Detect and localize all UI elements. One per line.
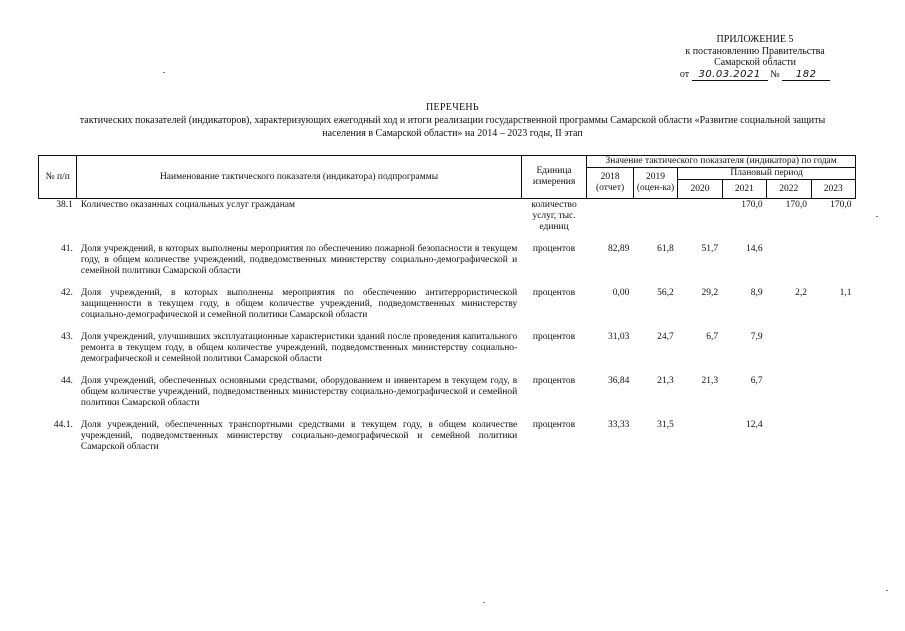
row-number: 44.1.: [53, 420, 73, 430]
row-value-2023: [811, 375, 856, 409]
date-prefix: от: [679, 68, 690, 80]
row-value-2021: 14,6: [745, 244, 763, 254]
row-value-2021: 12,4: [745, 420, 763, 430]
row-value-2018: 31,03: [607, 332, 630, 342]
row-indicator-name: Доля учреждений, улучшивших эксплуатационные характеристики зданий после проведения капитального ремонта в текущем году, в общем количестве учреждений, подведомственных министерству социально-демографической и семейной политики Самарской области: [80, 332, 518, 364]
row-value-2023: 170,0: [830, 200, 852, 210]
row-value-2018: 82,89: [607, 244, 630, 254]
scan-speck: [163, 72, 165, 73]
handwritten-date: 30.03.2021: [692, 69, 768, 81]
row-value-2020: 6,7: [706, 332, 719, 342]
row-value-2021: 8,9: [750, 288, 763, 298]
handwritten-number: 182: [782, 69, 830, 81]
row-value-2019: 31,5: [657, 420, 674, 430]
row-spacer-cell: [39, 321, 856, 331]
indicators-table: [38, 155, 856, 453]
row-spacer-cell: [39, 365, 856, 375]
row-value-2023: [811, 419, 856, 453]
header-2020: 2020: [678, 180, 722, 199]
row-value-2022: [767, 375, 811, 409]
table-row: [39, 199, 856, 234]
header-2021: 2021: [722, 180, 766, 199]
row-value-2019: [633, 199, 677, 234]
scan-speck: [876, 216, 878, 217]
row-value-2021: 7,9: [750, 332, 763, 342]
row-value-2023: [811, 243, 856, 277]
appendix-line1: к постановлению Правительства: [685, 45, 825, 57]
row-value-2019: 61,8: [657, 244, 674, 254]
row-value-2023: 1,1: [839, 288, 852, 298]
scan-speck: [483, 602, 485, 603]
row-number: 41.: [61, 244, 73, 254]
table-row: [39, 419, 856, 453]
row-value-2021: 170,0: [741, 200, 763, 210]
row-unit: процентов: [532, 288, 576, 298]
row-spacer-cell: [39, 233, 856, 243]
row-spacer: [39, 277, 856, 287]
row-value-2018: [587, 199, 633, 234]
row-number: 38.1: [56, 200, 73, 210]
table-row: [39, 287, 856, 321]
row-value-2018: 33,33: [607, 420, 630, 430]
table-row: [39, 243, 856, 277]
row-value-2020: [678, 419, 722, 453]
header-2023: 2023: [811, 180, 856, 199]
row-unit: процентов: [532, 332, 576, 342]
row-value-2018: 0,00: [612, 288, 630, 298]
row-value-2019: 21,3: [657, 376, 674, 386]
row-number: 44.: [61, 376, 73, 386]
number-prefix: №: [770, 68, 780, 80]
header-unit: Единица измерения: [521, 156, 587, 199]
row-value-2019: 56,2: [657, 288, 674, 298]
header-2018: 2018 (отчет): [587, 168, 633, 199]
row-value-2018: 36,84: [607, 376, 630, 386]
row-spacer: [39, 321, 856, 331]
header-planning: Плановый период: [678, 168, 856, 180]
row-number: 42.: [61, 288, 73, 298]
row-value-2020: 51,7: [701, 244, 719, 254]
header-2022: 2022: [767, 180, 811, 199]
appendix-label: ПРИЛОЖЕНИЕ 5: [716, 34, 794, 45]
row-value-2023: [811, 331, 856, 365]
row-spacer-cell: [39, 409, 856, 419]
row-spacer-cell: [39, 277, 856, 287]
row-unit: процентов: [532, 420, 576, 430]
row-value-2022: [767, 243, 811, 277]
document-subtitle-line1: тактических показателей (индикаторов), характеризующих ежегодный ход и итоги реализации государственной программы Самарской области «Развитие социальной защиты: [79, 115, 826, 126]
header-values-group: Значение тактического показателя (индикатора) по годам: [587, 156, 856, 168]
row-indicator-name: Доля учреждений, в которых выполнены мероприятия по обеспечению пожарной безопасности в текущем году, в общем количестве учреждений, подведомственных министерству социально-демографической и семейной политики Самарской области: [80, 244, 518, 276]
scan-speck: [886, 590, 888, 591]
row-number: 43.: [61, 332, 73, 342]
document-subtitle-line2: населения в Самарской области» на 2014 – 2023 годы, II этап: [322, 128, 583, 139]
row-indicator-name: Количество оказанных социальных услуг гражданам: [80, 200, 296, 210]
row-unit: процентов: [532, 244, 576, 254]
row-indicator-name: Доля учреждений, обеспеченных основными средствами, оборудованием и инвентарем в текущем году, в общем количестве учреждений, подведомственных министерству социально-демографической и семейной политики Самарской области: [80, 376, 518, 408]
table-body: [39, 199, 856, 454]
table-header: [39, 156, 856, 199]
row-value-2022: [767, 331, 811, 365]
table-row: [39, 375, 856, 409]
document-heading: [30, 101, 875, 140]
header-no: № п/п: [39, 156, 77, 199]
appendix-block: [650, 34, 860, 81]
row-value-2022: 170,0: [785, 200, 807, 210]
row-indicator-name: Доля учреждений, в которых выполнены мероприятия по обеспечению антитеррористической защищенности в текущем году, в общем количестве учреждений, подведомственных министерству социально-демографической и семейной политики Самарской области: [80, 288, 518, 320]
row-value-2020: 29,2: [701, 288, 719, 298]
table-row: [39, 331, 856, 365]
row-value-2022: [767, 419, 811, 453]
row-spacer: [39, 233, 856, 243]
row-spacer: [39, 365, 856, 375]
decree-line: [650, 69, 860, 81]
row-unit: количество услуг, тыс. единиц: [531, 200, 577, 232]
document-title: ПЕРЕЧЕНЬ: [426, 102, 479, 113]
row-value-2020: 21,3: [701, 376, 719, 386]
row-spacer: [39, 409, 856, 419]
header-2019: 2019 (оцен-ка): [633, 168, 677, 199]
row-indicator-name: Доля учреждений, обеспеченных транспортными средствами в текущем году, в общем количестве учреждений, подведомственных министерству социально-демографической и семейной политики Самарской области: [80, 420, 518, 452]
row-value-2020: [678, 199, 722, 234]
header-name: Наименование тактического показателя (индикатора) подпрограммы: [77, 156, 521, 199]
appendix-line2: Самарской области: [714, 57, 796, 68]
row-value-2021: 6,7: [750, 376, 763, 386]
row-unit: процентов: [532, 376, 576, 386]
row-value-2019: 24,7: [657, 332, 674, 342]
row-value-2022: 2,2: [795, 288, 807, 298]
